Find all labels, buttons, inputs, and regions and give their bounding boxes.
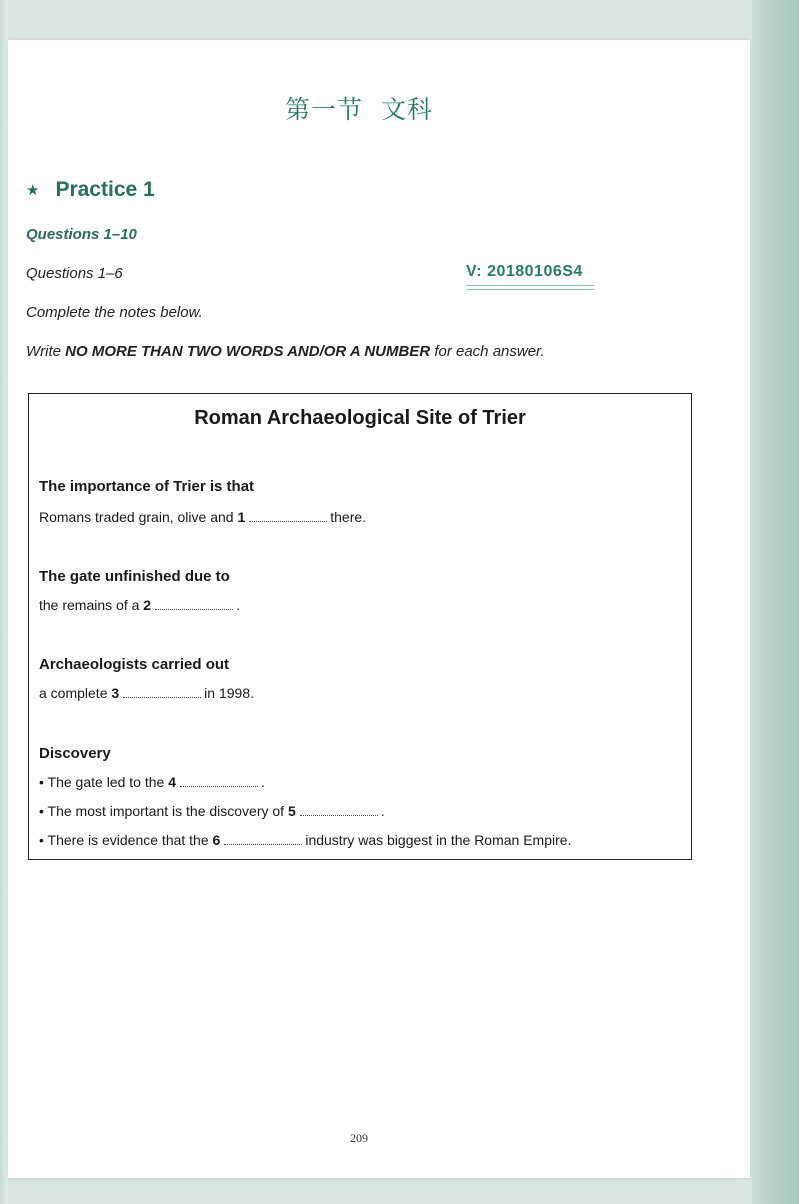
line-text: . <box>380 803 385 819</box>
instruction-word-limit <box>26 343 545 360</box>
line-text: there. <box>330 509 367 525</box>
notes-line-q1 <box>39 509 366 525</box>
notes-line-q5 <box>39 803 385 819</box>
notes-heading-importance: The importance of Trier is that <box>39 478 255 495</box>
notes-line-q2 <box>39 597 240 613</box>
question-number: 6 <box>212 832 221 848</box>
practice-heading <box>26 178 155 202</box>
question-number: 4 <box>168 774 176 790</box>
instruction-suffix: for each answer. <box>430 343 545 360</box>
line-text: industry was biggest in the Roman Empire. <box>305 832 572 848</box>
notes-line-q6 <box>39 832 571 848</box>
practice-title: Practice 1 <box>55 178 155 201</box>
line-text: . <box>236 597 240 613</box>
star-icon: ★ <box>26 182 40 199</box>
question-number: 1 <box>237 509 246 525</box>
instruction-bold: NO MORE THAN TWO WORDS AND/OR A NUMBER <box>65 343 431 360</box>
version-underline <box>466 285 594 286</box>
line-text: • The most important is the discovery of <box>39 803 288 819</box>
answer-blank-4[interactable] <box>180 776 258 787</box>
question-number: 2 <box>143 597 152 613</box>
instruction-prefix: Write <box>26 343 66 360</box>
scan-edge-right <box>752 0 799 1204</box>
line-text: • The gate led to the <box>39 774 169 790</box>
notes-line-q4 <box>39 774 265 790</box>
question-number: 5 <box>287 803 296 819</box>
answer-blank-3[interactable] <box>123 687 201 698</box>
section-title <box>8 90 710 126</box>
line-text: Romans traded grain, olive and <box>39 509 238 525</box>
question-number: 3 <box>111 685 120 701</box>
answer-blank-2[interactable] <box>155 599 233 610</box>
questions-range: Questions 1–10 <box>26 226 137 243</box>
instruction-complete: Complete the notes below. <box>26 304 203 321</box>
notes-heading-archaeologists: Archaeologists carried out <box>39 656 230 673</box>
page-number: 209 <box>350 1131 368 1145</box>
scan-edge-left <box>0 0 8 1204</box>
questions-subrange: Questions 1–6 <box>26 265 123 282</box>
section-title-part1: 第一节 <box>284 95 363 124</box>
version-code: V: 20180106S4 <box>466 263 583 280</box>
notes-box <box>28 393 692 860</box>
version-underline-2 <box>466 289 594 290</box>
line-text: . <box>260 774 265 790</box>
answer-blank-5[interactable] <box>300 805 378 816</box>
answer-blank-1[interactable] <box>249 511 327 522</box>
notes-heading-gate: The gate unfinished due to <box>39 568 230 585</box>
line-text: the remains of a <box>39 597 144 613</box>
notes-title: Roman Archaeological Site of Trier <box>194 407 526 429</box>
line-text: a complete <box>39 685 112 701</box>
notes-line-q3 <box>39 685 254 701</box>
section-title-part2: 文科 <box>381 95 434 124</box>
notes-heading-discovery: Discovery <box>39 745 111 762</box>
answer-blank-6[interactable] <box>224 834 302 845</box>
book-page <box>8 40 750 1178</box>
line-text: • There is evidence that the <box>39 832 213 848</box>
line-text: in 1998. <box>204 685 254 701</box>
